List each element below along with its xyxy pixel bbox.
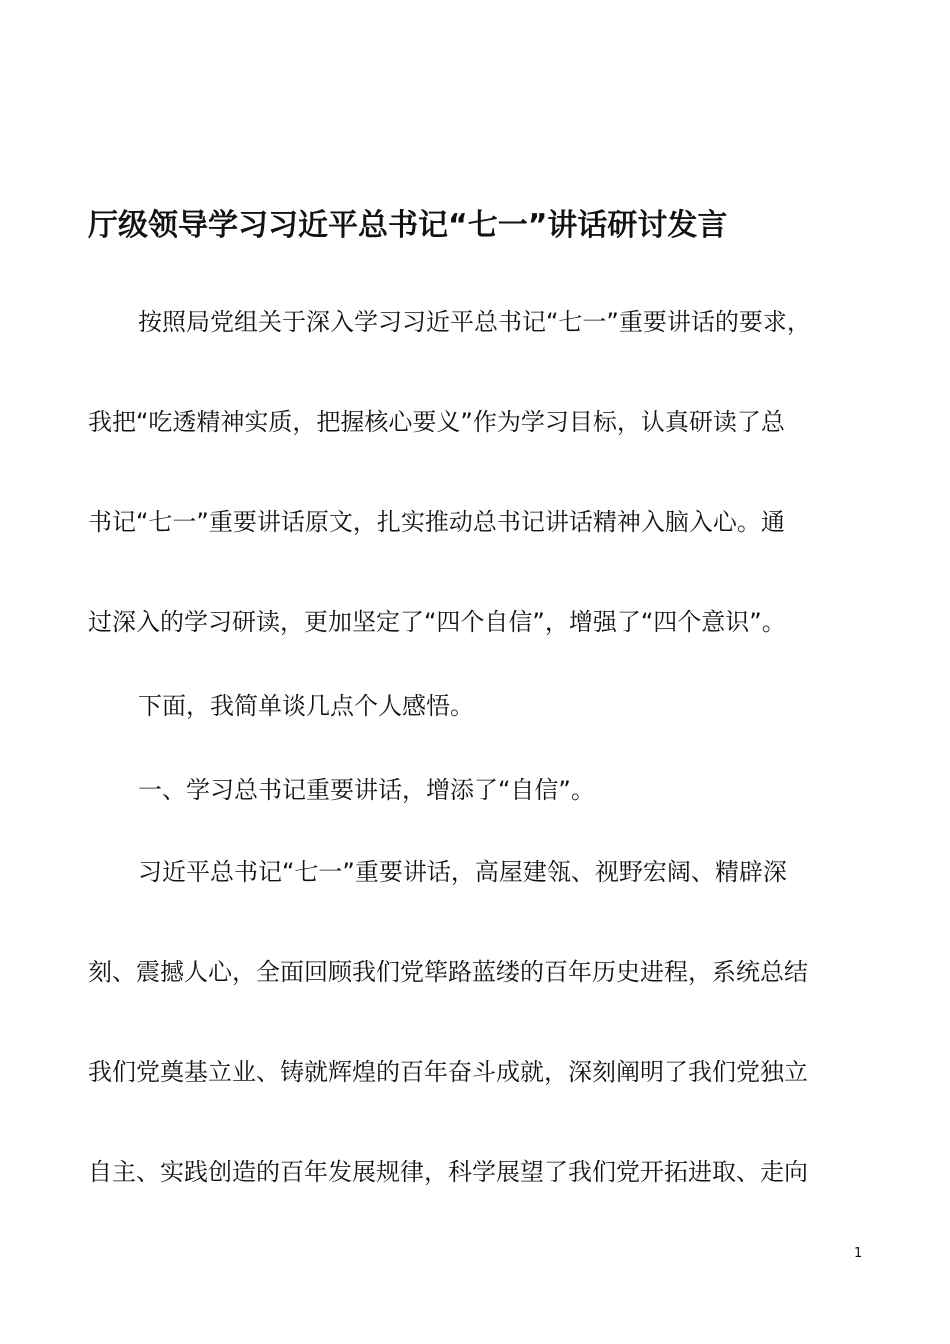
paragraph-line: 刻、震撼人心，全面回顾我们党筚路蓝缕的百年历史进程，系统总结 (88, 958, 808, 986)
paragraph-line: 过深入的学习研读，更加坚定了“四个自信”，增强了“四个意识”。 (88, 608, 786, 636)
paragraph-line: 我把“吃透精神实质，把握核心要义”作为学习目标，认真研读了总 (88, 408, 785, 436)
section-heading: 一、学习总书记重要讲话，增添了“自信”。 (138, 776, 595, 804)
page-number: 1 (854, 1246, 863, 1261)
paragraph-line: 书记“七一”重要讲话原文，扎实推动总书记讲话精神入脑入心。通 (88, 508, 785, 536)
paragraph-line: 习近平总书记“七一”重要讲话，高屋建瓴、视野宏阔、精辟深 (138, 858, 787, 886)
paragraph-line: 自主、实践创造的百年发展规律，科学展望了我们党开拓进取、走向 (88, 1158, 808, 1186)
document-title: 厅级领导学习习近平总书记“七一”讲话研讨发言 (88, 208, 728, 243)
paragraph-line: 按照局党组关于深入学习习近平总书记“七一”重要讲话的要求， (138, 308, 811, 336)
paragraph-line: 下面，我简单谈几点个人感悟。 (138, 692, 474, 720)
paragraph-line: 我们党奠基立业、铸就辉煌的百年奋斗成就，深刻阐明了我们党独立 (88, 1058, 808, 1086)
